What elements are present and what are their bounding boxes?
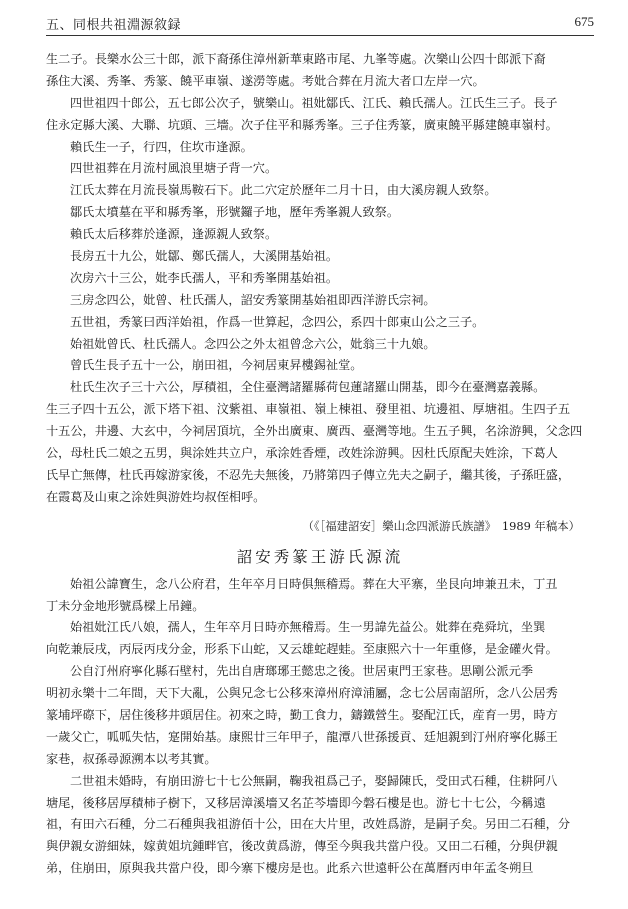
text-line: 家巷，叔孫尋源溯本以考其實。 [46, 751, 217, 766]
text-line: 杜氏生次子三十六公，厚積祖，全住臺灣諸羅縣荷包蓮諸羅山開基，即今在臺灣嘉義縣。 [70, 380, 546, 395]
text-line: 三房念四公，妣曾、杜氏孺人，詔安秀篆開基始祖即西洋游氏宗祠。 [70, 292, 436, 307]
text-line: 二世祖未婚時，有崩田游七十七公無嗣，鞠我祖爲己子，娶歸陳氏，受田式石種，住耕阿八 [70, 773, 558, 788]
text-line: 一歲父亡，呱呱失怙，寔開始基。康熙廿三年甲子，龍潭八世孫援貢、廷旭親到汀州府寧化縣王 [46, 729, 558, 744]
text-line: 十五公，井邊、大玄中，今祠居頂坑，全外出廣東、廣西、臺灣等地。生五子興，名涂游興，父念四 [46, 424, 583, 439]
text-line: 四世祖四十郎公，五七郎公次子，號樂山。祖妣鄒氏、江氏、賴氏孺人。江氏生三子。長子 [70, 95, 558, 110]
text-line: 賴氏生一子，行四，住坎市逢源。 [70, 139, 253, 154]
text-line: 鄒氏太墳墓在平和縣秀峯，形號鑼子地，歷年秀峯親人致祭。 [70, 205, 400, 220]
text-line: 弟，住崩田，原與我共當户役，即今寨下樓房是也。此系六世遠軒公在萬曆丙申年孟冬朔旦 [46, 861, 534, 876]
text-line: 與伊親女游細妹，嫁黄姐坑鍾畔官，後改黄爲游，傳至今與我共當户役。又田二石種，分與伊親 [46, 839, 558, 854]
text-line: 公自汀州府寧化縣石壁村，先出自唐瑯琊王懿忠之後。世居東門王家巷。思剛公派元季 [70, 664, 534, 679]
section-wang-you-origin [46, 574, 594, 880]
text-line: 五世祖，秀篆曰西洋始祖，作爲一世算起，念四公，系四十郎東山公之三子。 [70, 314, 485, 329]
body-text [46, 49, 594, 880]
text-line: 向乾兼辰戌，丙辰丙戌分金，形系下山蛇，又云雄蛇趕蛙。至康熙六十一年重修，是金礶火骨。 [46, 642, 558, 657]
section-genealogy-leshan [46, 49, 594, 509]
text-line: 孫住大溪、秀峯、秀篆、饒平車嶺、遂澇等處。考妣合葬在月流大者口左岸一穴。 [46, 73, 485, 88]
text-line: 明初永樂十二年間，天下大亂，公與兄念七公移來漳州府漳浦屬，念七公居南詔所，念八公居秀 [46, 686, 558, 701]
page-number: 675 [574, 14, 594, 29]
text-line: 丁未分金地形號爲樑上吊鐘。 [46, 598, 205, 613]
text-line: 祖，有田六石種，分二石種與我祖游佰十公，田在大片里，改姓爲游，是嗣子矣。另田二石種，分 [46, 817, 571, 832]
text-line: 始祖公諱寶生，念八公府君，生年卒月日時俱無稽焉。葬在大平寨，坐艮向坤兼丑未，丁丑 [70, 576, 558, 591]
text-line: 生三子四十五公，派下塔下祖、汶紫祖、車嶺祖、嶺上棟祖、發里祖、坑邊祖、厚塘祖。生四子五 [46, 402, 571, 417]
text-line: 始祖妣曾氏、杜氏孺人。念四公之外太祖曾念六公，妣翁三十九娘。 [70, 336, 436, 351]
text-line: 生二子。長樂水公三十郎，派下裔孫住漳州新華東路市尾、九峯等處。次樂山公四十郎派下裔 [46, 52, 546, 66]
text-line: 四世祖葬在月流村風浪里塘子背一穴。 [70, 161, 278, 176]
running-title: 五、同根共祖淵源敘録 [46, 18, 182, 33]
text-line: 公，母杜氏二娘之五男，與涂姓共立户，承涂姓香煙，改姓涂游興。因杜氏原配夫姓涂，下葛人 [46, 446, 558, 461]
text-line: 氏早亡無傳，杜氏再嫁游家後，不忍先夫無後，乃將第四子傳立先夫之嗣子，繼其後，子孫旺盛， [46, 467, 571, 482]
text-line: 住永定縣大溪、大聯、坑頭、三墻。次子住平和縣秀峯。三子住秀篆，廣東饒平縣建饒車嶺村。 [46, 117, 558, 132]
text-line: 次房六十三公，妣李氏孺人，平和秀峯開基始祖。 [70, 270, 339, 285]
text-line: 江氏太葬在月流長嶺馬鞍石下。此二穴定於歷年二月十日，由大溪房親人致祭。 [70, 183, 497, 198]
text-line: 始祖妣江氏八娘，孺人，生年卒月日時亦無稽焉。生一男諱先益公。妣葬在堯舜坑，坐巽 [70, 620, 546, 635]
header-rule [46, 35, 594, 36]
text-line: 賴氏太后移葬於逢源，逢源親人致祭。 [70, 227, 278, 242]
text-line: 曾氏生長子五十一公，崩田祖，今祠居東昇樓錫祉堂。 [70, 358, 363, 373]
text-line: 塘尾，後移居厚積柿子樹下，又移居漳溪墻又名芷芩墻即今磐石樓是也。游七十七公，今稱遠 [46, 795, 546, 810]
text-line: 篆埔坪磜下，居住後移井頭居住。初來之時，勤工食力，鑄鐵營生。娶配江氏，産育一男，時方 [46, 707, 558, 722]
text-line: 在霞葛及山東之涂姓與游姓均叔侄相呼。 [46, 489, 266, 504]
text-line: 長房五十九公，妣鄒、鄭氏孺人，大溪開基始祖。 [70, 249, 339, 264]
section-title: 詔安秀篆王游氏源流 [236, 547, 404, 566]
source-citation: （《［福建詔安］樂山念四派游氏族譜》 1989 年稿本） [302, 518, 580, 533]
